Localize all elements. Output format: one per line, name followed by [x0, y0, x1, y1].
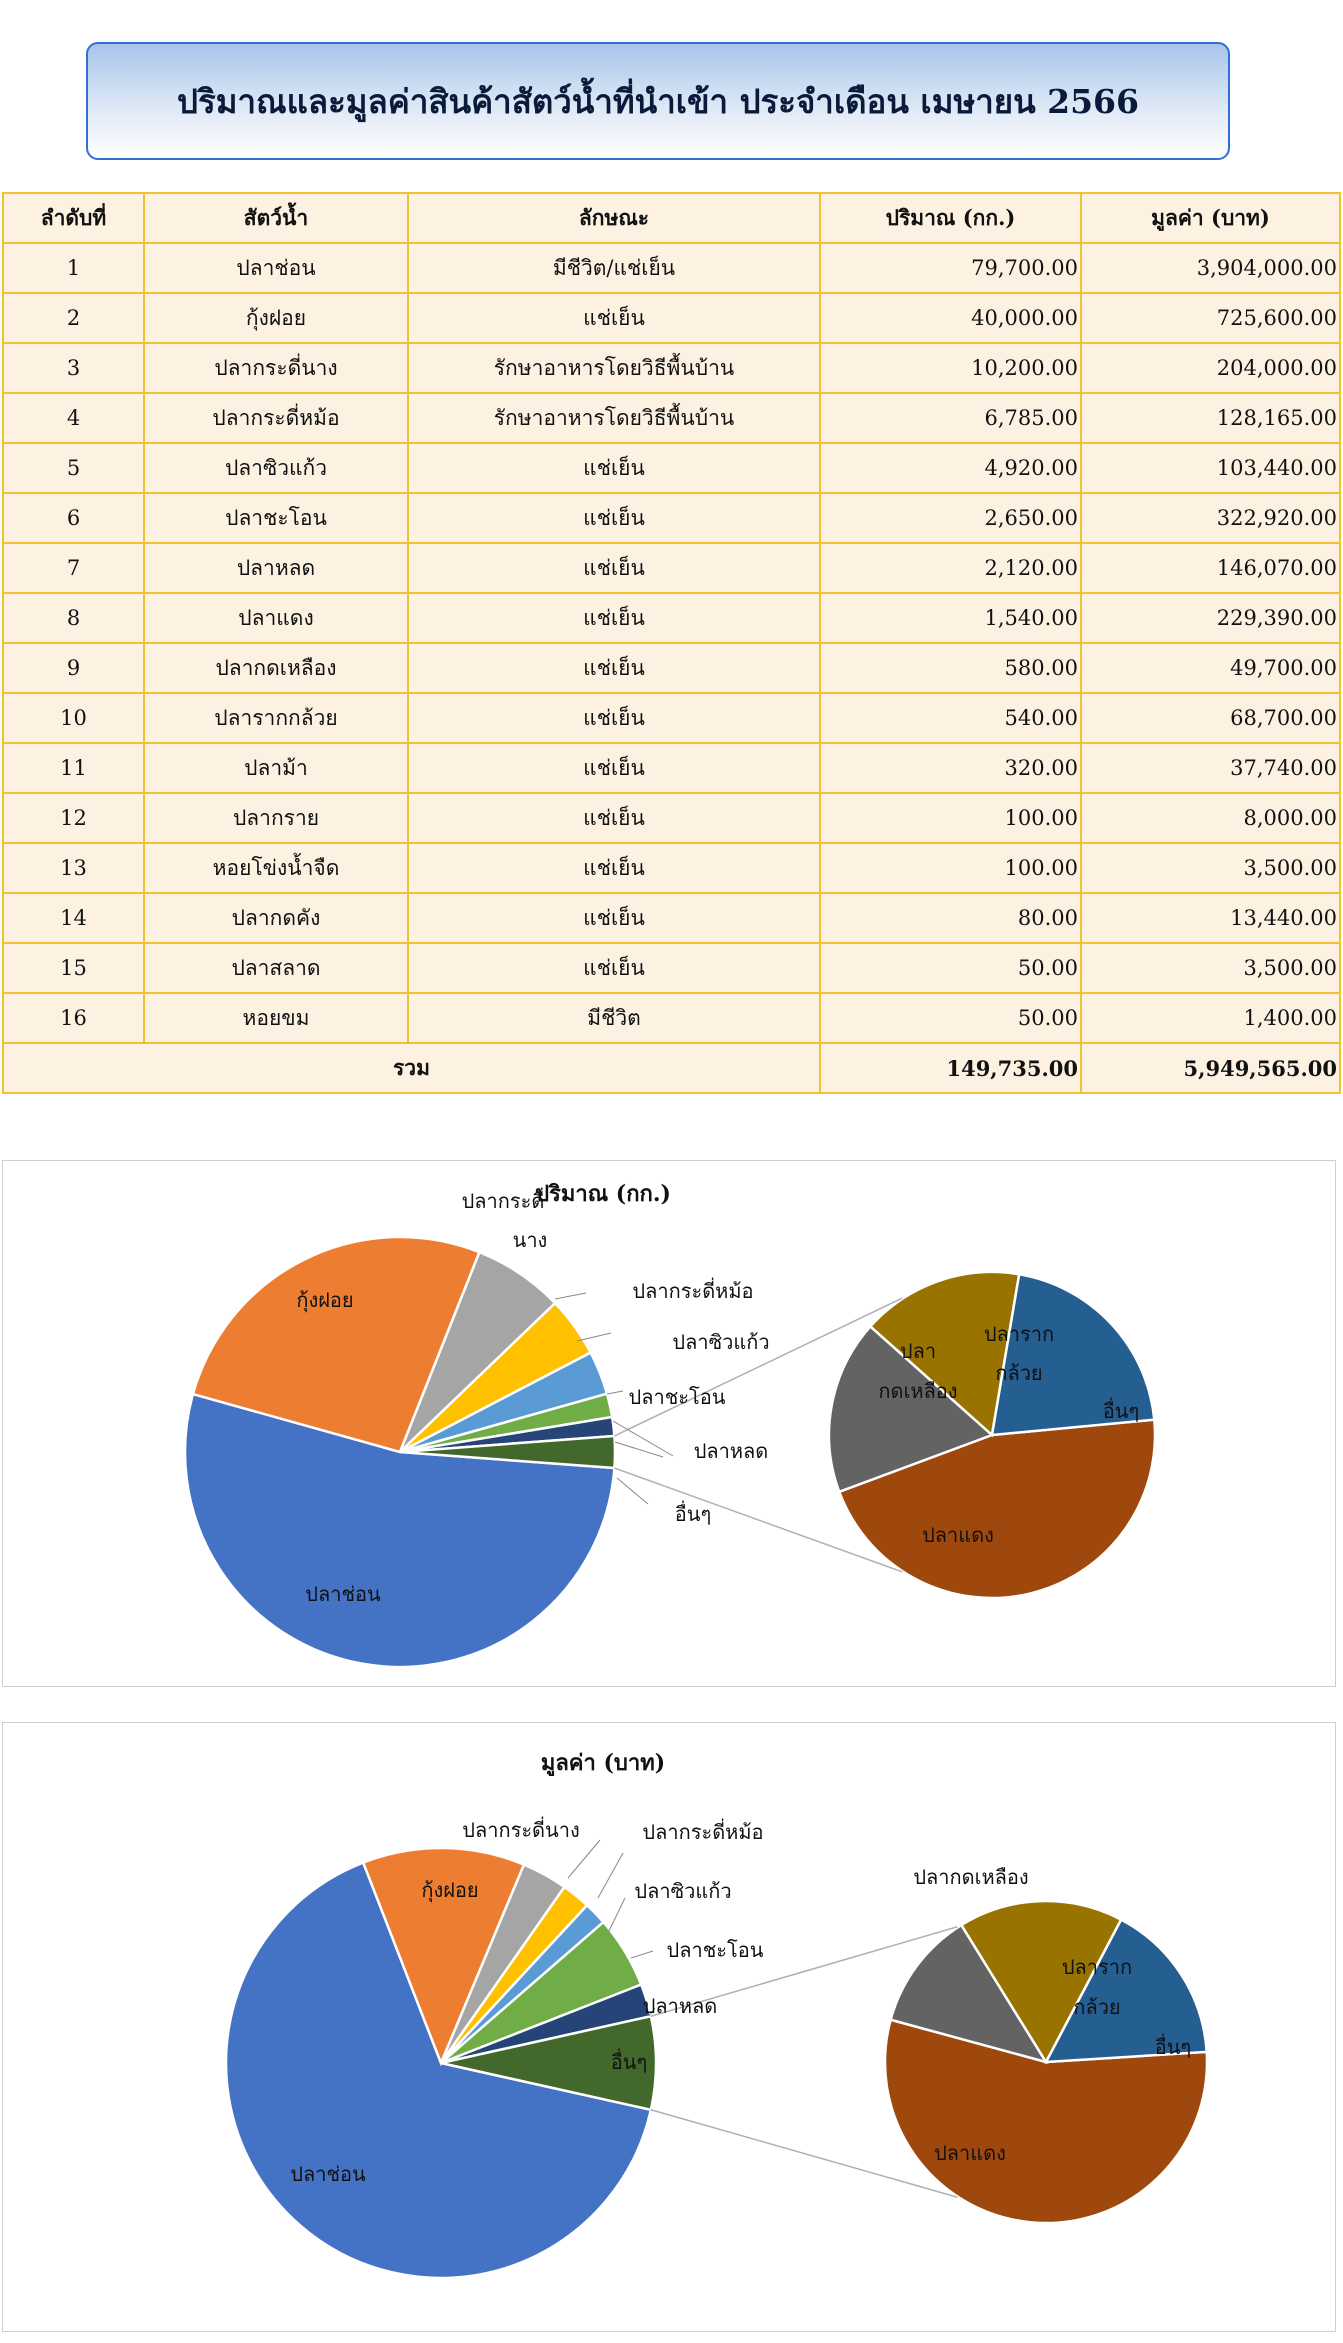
cell-rank: 4 [3, 393, 144, 443]
main-data-label: ปลาชะโอน [666, 1938, 764, 1962]
cell-rank: 13 [3, 843, 144, 893]
cell-quantity: 540.00 [820, 693, 1081, 743]
main-data-label: ปลาซิวแก้ว [634, 1879, 732, 1903]
cell-type: มีชีวิต [408, 993, 820, 1043]
total-value: 5,949,565.00 [1081, 1043, 1340, 1093]
cell-value: 37,740.00 [1081, 743, 1340, 793]
cell-value: 204,000.00 [1081, 343, 1340, 393]
cell-quantity: 40,000.00 [820, 293, 1081, 343]
cell-value: 13,440.00 [1081, 893, 1340, 943]
main-data-label: กุ้งฝอย [296, 1288, 354, 1312]
table-row [3, 643, 1340, 693]
table-row [3, 793, 1340, 843]
main-data-label: ปลากระดี่ [461, 1189, 545, 1213]
cell-species: หอยขม [144, 993, 408, 1043]
cell-value: 8,000.00 [1081, 793, 1340, 843]
table-row [3, 593, 1340, 643]
table-row [3, 993, 1340, 1043]
col-header-rank: ลำดับที่ [3, 193, 144, 243]
cell-quantity: 10,200.00 [820, 343, 1081, 393]
cell-quantity: 2,650.00 [820, 493, 1081, 543]
cell-species: ปลาซิวแก้ว [144, 443, 408, 493]
cell-value: 103,440.00 [1081, 443, 1340, 493]
table-row [3, 493, 1340, 543]
leader-line [615, 1442, 663, 1457]
secondary-data-label: ปลา [899, 1339, 937, 1363]
cell-species: ปลากราย [144, 793, 408, 843]
cell-quantity: 4,920.00 [820, 443, 1081, 493]
chart-title: ปริมาณ (กก.) [535, 1181, 671, 1207]
cell-value: 1,400.00 [1081, 993, 1340, 1043]
cell-type: แช่เย็น [408, 693, 820, 743]
main-data-label: ปลากระดี่หม้อ [642, 1820, 764, 1844]
cell-quantity: 80.00 [820, 893, 1081, 943]
col-header-quantity: ปริมาณ (กก.) [820, 193, 1081, 243]
table-row [3, 893, 1340, 943]
secondary-data-label: อื่นๆ [1154, 2035, 1192, 2059]
secondary-data-label: กล้วย [995, 1361, 1043, 1385]
main-data-label: ปลาช่อน [305, 1582, 381, 1606]
leader-line [617, 1478, 648, 1504]
cell-species: ปลาหลด [144, 543, 408, 593]
cell-species: กุ้งฝอย [144, 293, 408, 343]
col-header-value: มูลค่า (บาท) [1081, 193, 1340, 243]
secondary-data-label: ปลาแดง [922, 1523, 994, 1547]
leader-line [598, 1853, 623, 1898]
cell-value: 322,920.00 [1081, 493, 1340, 543]
main-data-label: ปลากระดี่หม้อ [632, 1279, 754, 1303]
cell-species: ปลาช่อน [144, 243, 408, 293]
total-label: รวม [3, 1043, 820, 1093]
cell-value: 68,700.00 [1081, 693, 1340, 743]
cell-value: 229,390.00 [1081, 593, 1340, 643]
cell-quantity: 50.00 [820, 993, 1081, 1043]
cell-value: 49,700.00 [1081, 643, 1340, 693]
table-row [3, 843, 1340, 893]
cell-type: แช่เย็น [408, 593, 820, 643]
cell-type: รักษาอาหารโดยวิธีพื้นบ้าน [408, 343, 820, 393]
main-data-label: กุ้งฝอย [421, 1878, 479, 1902]
cell-quantity: 2,120.00 [820, 543, 1081, 593]
table-row [3, 943, 1340, 993]
col-header-type: ลักษณะ [408, 193, 820, 243]
leader-line [607, 1391, 623, 1394]
cell-type: รักษาอาหารโดยวิธีพื้นบ้าน [408, 393, 820, 443]
cell-species: ปลาสลาด [144, 943, 408, 993]
value-pie-svg [3, 1723, 1335, 2331]
cell-value: 146,070.00 [1081, 543, 1340, 593]
cell-rank: 10 [3, 693, 144, 743]
main-data-label: ปลาซิวแก้ว [672, 1330, 770, 1354]
cell-rank: 14 [3, 893, 144, 943]
cell-species: หอยโข่งน้ำจืด [144, 843, 408, 893]
leader-line [608, 1898, 625, 1933]
secondary-data-label: ปลากดเหลือง [913, 1865, 1029, 1889]
table-row [3, 243, 1340, 293]
cell-type: แช่เย็น [408, 793, 820, 843]
cell-quantity: 6,785.00 [820, 393, 1081, 443]
cell-species: ปลาม้า [144, 743, 408, 793]
cell-quantity: 100.00 [820, 843, 1081, 893]
cell-type: แช่เย็น [408, 643, 820, 693]
col-header-species: สัตว์น้ำ [144, 193, 408, 243]
cell-type: มีชีวิต/แช่เย็น [408, 243, 820, 293]
import-table [2, 192, 1341, 1094]
cell-rank: 6 [3, 493, 144, 543]
cell-type: แช่เย็น [408, 843, 820, 893]
cell-quantity: 1,540.00 [820, 593, 1081, 643]
cell-type: แช่เย็น [408, 443, 820, 493]
total-row [3, 1043, 1340, 1093]
leader-line [555, 1293, 586, 1299]
leader-line [568, 1840, 600, 1878]
cell-species: ปลารากกล้วย [144, 693, 408, 743]
cell-quantity: 79,700.00 [820, 243, 1081, 293]
cell-type: แช่เย็น [408, 893, 820, 943]
main-data-label: ปลาชะโอน [628, 1385, 726, 1409]
cell-species: ปลากดเหลือง [144, 643, 408, 693]
cell-species: ปลากดคัง [144, 893, 408, 943]
cell-value: 128,165.00 [1081, 393, 1340, 443]
main-data-label: อื่นๆ [674, 1502, 712, 1526]
secondary-data-label: ปลาแดง [934, 2141, 1006, 2165]
cell-quantity: 580.00 [820, 643, 1081, 693]
main-data-label: อื่นๆ [610, 2050, 648, 2074]
table-row [3, 693, 1340, 743]
secondary-data-label: ปลาราก [1061, 1955, 1133, 1979]
cell-rank: 8 [3, 593, 144, 643]
title-banner [86, 42, 1230, 160]
cell-quantity: 100.00 [820, 793, 1081, 843]
page-title: ปริมาณและมูลค่าสินค้าสัตว์น้ำที่นำเข้า ประจำเดือน เมษายน 2566 [177, 81, 1139, 121]
main-data-label: ปลาหลด [642, 1994, 718, 2018]
cell-value: 3,904,000.00 [1081, 243, 1340, 293]
secondary-data-label: อื่นๆ [1102, 1399, 1140, 1423]
table-row [3, 543, 1340, 593]
table-row [3, 443, 1340, 493]
cell-rank: 11 [3, 743, 144, 793]
main-data-label: นาง [512, 1228, 548, 1252]
leader-line [631, 1951, 653, 1958]
main-data-label: ปลาหลด [693, 1439, 769, 1463]
main-data-label: ปลาช่อน [290, 2162, 366, 2186]
cell-quantity: 50.00 [820, 943, 1081, 993]
cell-rank: 7 [3, 543, 144, 593]
cell-value: 3,500.00 [1081, 843, 1340, 893]
table-row [3, 393, 1340, 443]
cell-type: แช่เย็น [408, 293, 820, 343]
secondary-data-label: กล้วย [1073, 1995, 1121, 2019]
cell-rank: 1 [3, 243, 144, 293]
cell-rank: 12 [3, 793, 144, 843]
cell-rank: 2 [3, 293, 144, 343]
value-chart [2, 1722, 1336, 2332]
cell-type: แช่เย็น [408, 543, 820, 593]
cell-species: ปลากระดี่หม้อ [144, 393, 408, 443]
table-row [3, 293, 1340, 343]
table-row [3, 743, 1340, 793]
cell-type: แช่เย็น [408, 943, 820, 993]
quantity-chart [2, 1160, 1336, 1687]
main-data-label: ปลากระดี่นาง [462, 1818, 580, 1842]
cell-type: แช่เย็น [408, 493, 820, 543]
cell-species: ปลากระดี่นาง [144, 343, 408, 393]
cell-rank: 16 [3, 993, 144, 1043]
cell-rank: 5 [3, 443, 144, 493]
secondary-data-label: กดเหลือง [878, 1379, 958, 1403]
table-row [3, 343, 1340, 393]
chart-title: มูลค่า (บาท) [540, 1750, 666, 1776]
table-header-row [3, 193, 1340, 243]
total-quantity: 149,735.00 [820, 1043, 1081, 1093]
quantity-pie-svg [3, 1161, 1335, 1686]
secondary-data-label: ปลาราก [983, 1322, 1055, 1346]
cell-species: ปลาแดง [144, 593, 408, 643]
cell-rank: 9 [3, 643, 144, 693]
cell-value: 3,500.00 [1081, 943, 1340, 993]
cell-value: 725,600.00 [1081, 293, 1340, 343]
cell-rank: 15 [3, 943, 144, 993]
cell-species: ปลาชะโอน [144, 493, 408, 543]
cell-quantity: 320.00 [820, 743, 1081, 793]
cell-type: แช่เย็น [408, 743, 820, 793]
cell-rank: 3 [3, 343, 144, 393]
